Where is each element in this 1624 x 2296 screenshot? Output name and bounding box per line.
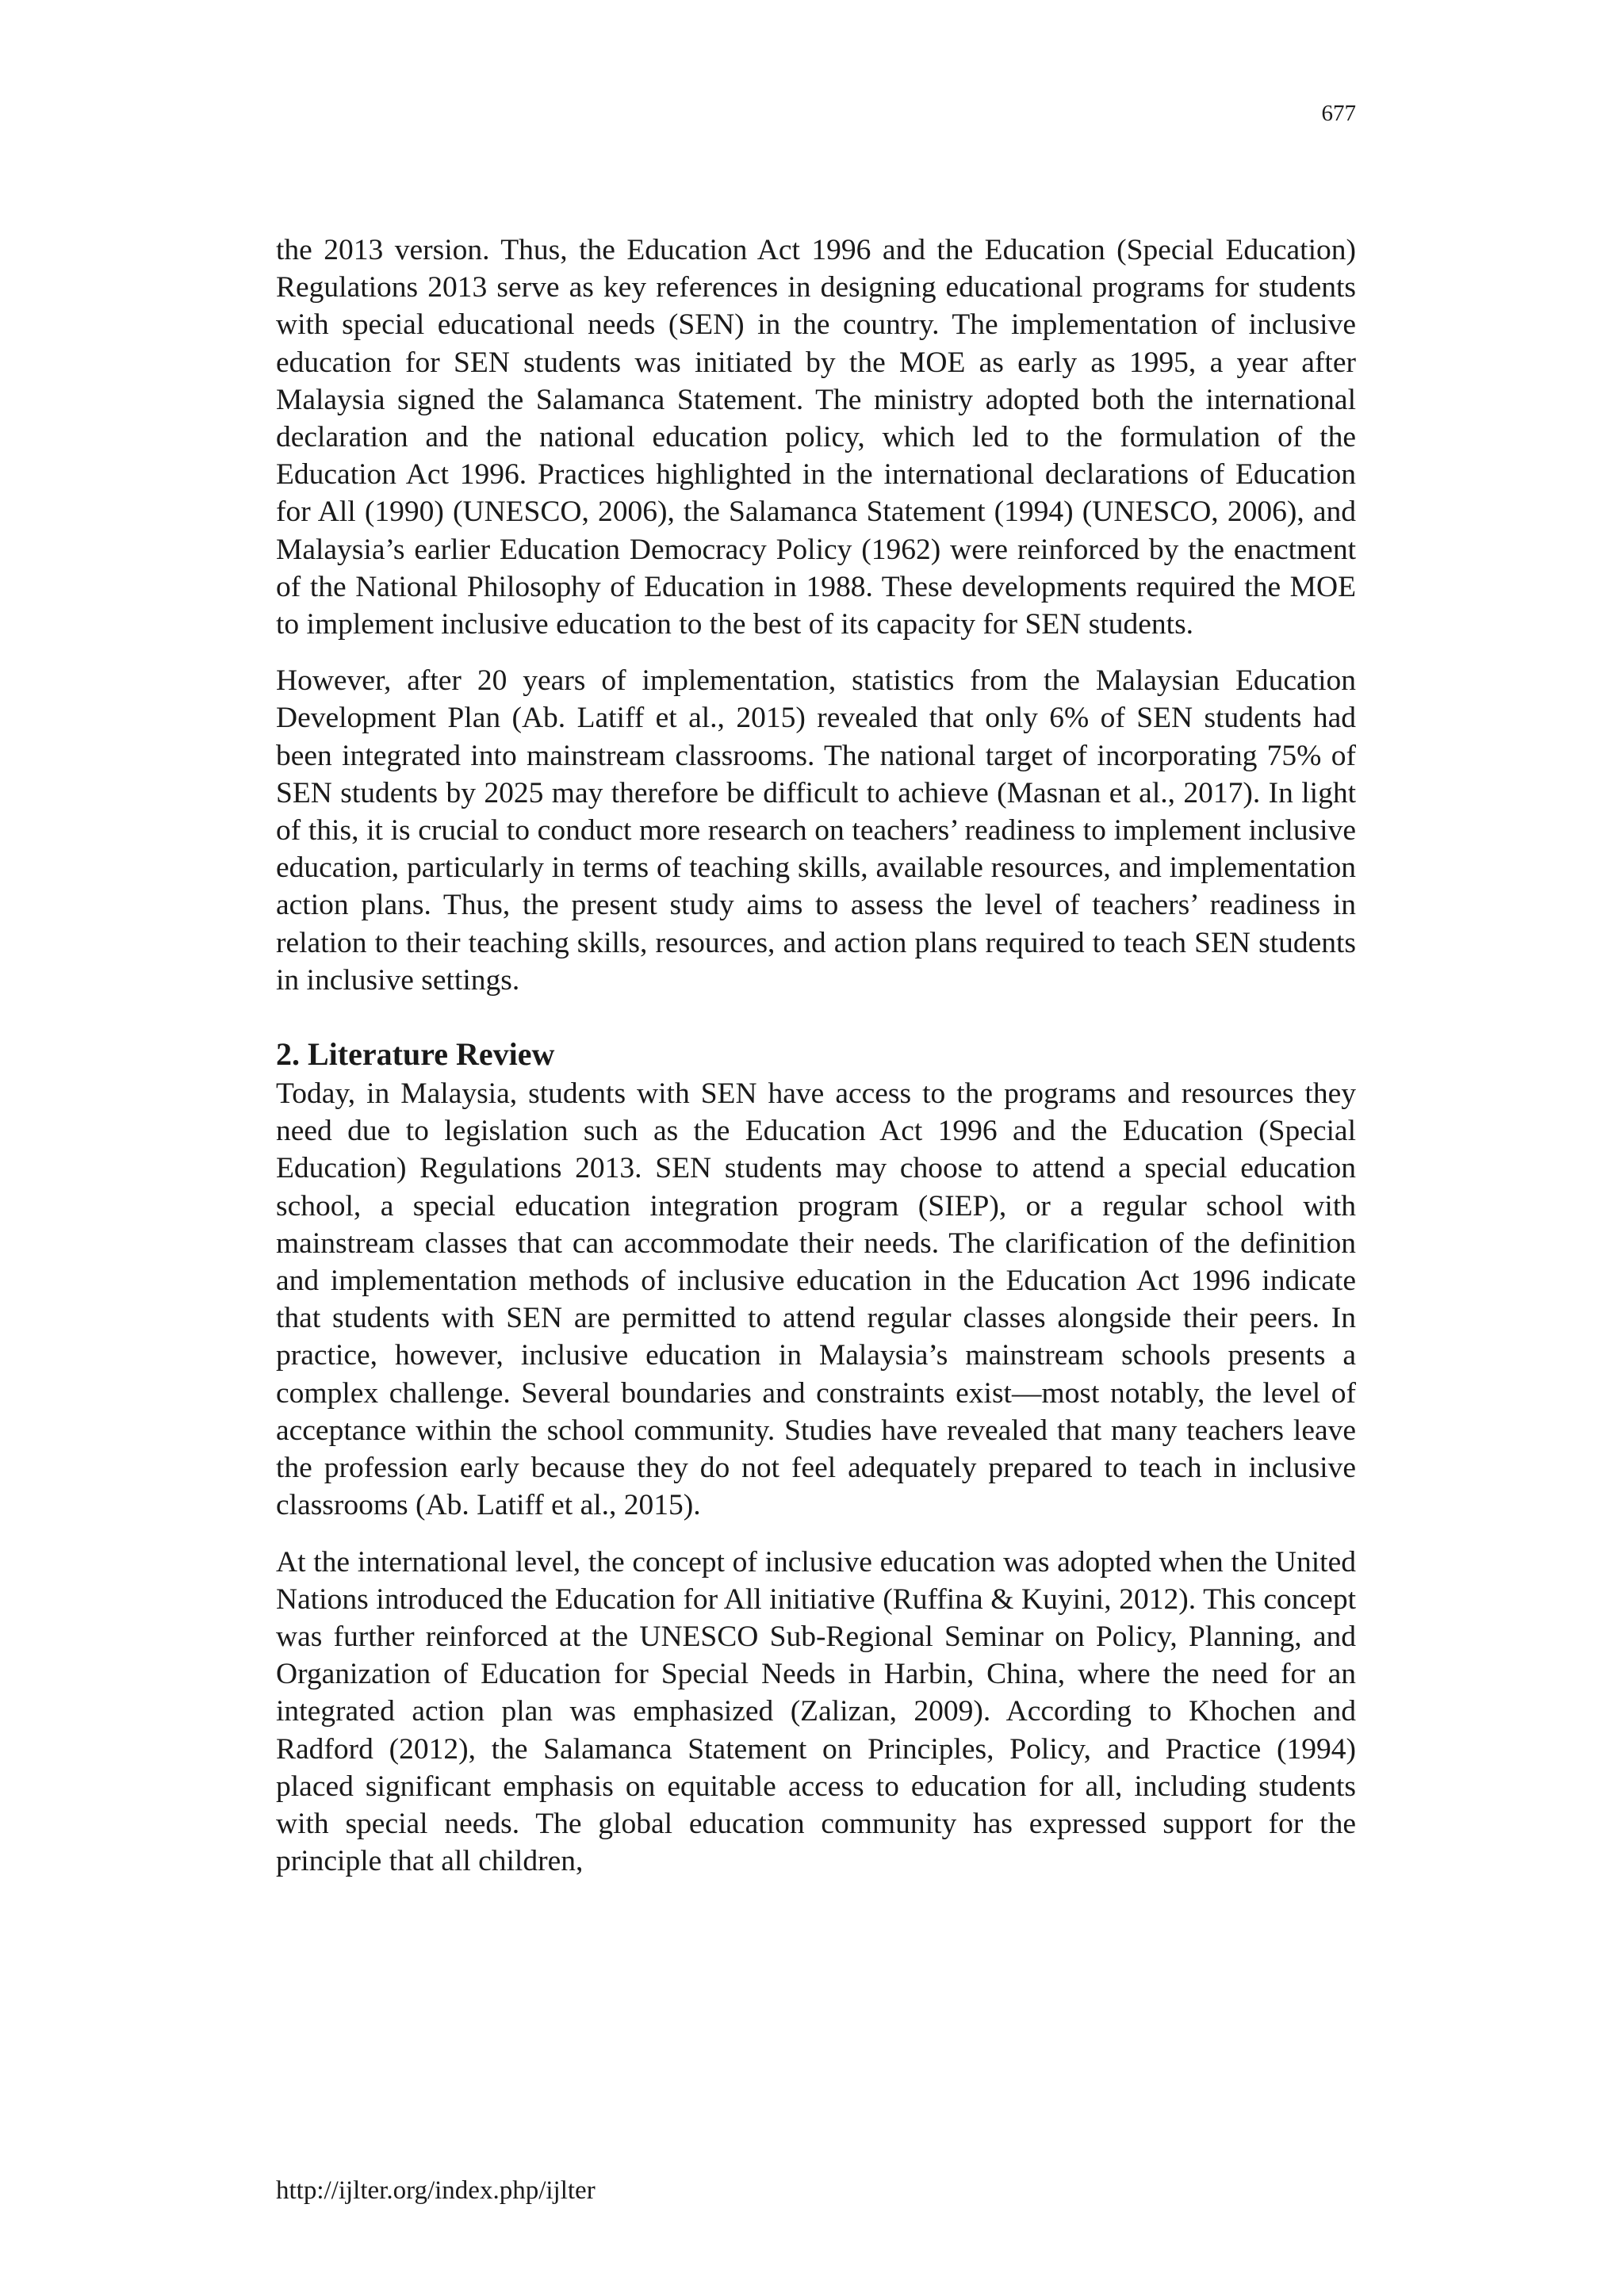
section-heading-literature-review: 2. Literature Review — [276, 1036, 555, 1073]
article-body — [276, 232, 1356, 1899]
paragraph-intro-1: the 2013 version. Thus, the Education Act 1996 and the Education (Special Education) Regulations 2013 serve as key references in designing educational programs for students with special educational needs (SEN) in the country. The implementation of inclusive education for SEN students was initiated by the MOE as early as 1995, a year after Malaysia signed the Salamanca Statement. The ministry adopted both the international declaration and the national education policy, which led to the formulation of the Education Act 1996. Practices highlighted in the international declarations of Education for All (1990) (UNESCO, 2006), the Salamanca Statement (1994) (UNESCO, 2006), and Malaysia’s earlier Education Democracy Policy (1962) were reinforced by the enactment of the National Philosophy of Education in 1988. These developments required the MOE to implement inclusive education to the best of its capacity for SEN students. — [276, 234, 1356, 641]
paragraph-review-2: At the international level, the concept of inclusive education was adopted when the United Nations introduced the Education for All initiative (Ruffina & Kuyini, 2012). This concept was further reinforced at the UNESCO Sub-Regional Seminar on Policy, Planning, and Organization of Education for Special Needs in Harbin, China, where the need for an integrated action plan was emphasized (Zalizan, 2009). According to Khochen and Radford (2012), the Salamanca Statement on Principles, Policy, and Practice (1994) placed significant emphasis on equitable access to education for all, including students with special needs. The global education community has expressed support for the principle that all children, — [276, 1545, 1356, 1878]
paragraph-review-1: Today, in Malaysia, students with SEN have access to the programs and resources they need due to legislation such as the Education Act 1996 and the Education (Special Education) Regulations 2013. SEN students may choose to attend a special education school, a special education integration program (SIEP), or a regular school with mainstream classes that can accommodate their needs. The clarification of the definition and implementation methods of inclusive education in the Education Act 1996 indicate that students with SEN are permitted to attend regular classes alongside their peers. In practice, however, inclusive education in Malaysia’s mainstream schools presents a complex challenge. Several boundaries and constraints exist—most notably, the level of acceptance within the school community. Studies have revealed that many teachers leave the profession early because they do not feel adequately prepared to teach in inclusive classrooms (Ab. Latiff et al., 2015). — [276, 1077, 1356, 1522]
footer-journal-url: http://ijlter.org/index.php/ijlter — [276, 2176, 596, 2205]
page-number: 677 — [1321, 101, 1356, 126]
paragraph-intro-2: However, after 20 years of implementation, statistics from the Malaysian Education Development Plan (Ab. Latiff et al., 2015) revealed that only 6% of SEN students had been integrated into mainstream classrooms. The national target of incorporating 75% of SEN students by 2025 may therefore be difficult to achieve (Masnan et al., 2017). In light of this, it is crucial to conduct more research on teachers’ readiness to implement inclusive education, particularly in terms of teaching skills, available resources, and implementation action plans. Thus, the present study aims to assess the level of teachers’ readiness in relation to their teaching skills, resources, and action plans required to teach SEN students in inclusive settings. — [276, 664, 1356, 997]
